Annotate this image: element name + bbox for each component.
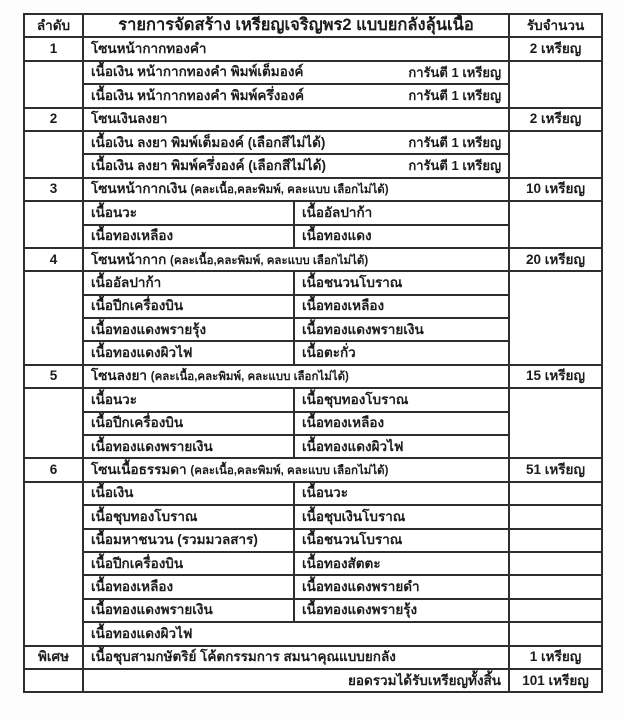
empty-cell <box>509 201 602 248</box>
zone-title: โซนหน้ากากเงิน (คละเนื้อ,คละพิมพ์, คละแบบ เลือกไม่ได้) <box>83 178 509 201</box>
item-cell-right: เนื้อทองแดงผิวไฟ <box>294 435 509 458</box>
production-table <box>23 13 603 693</box>
zone-number: 1 <box>24 37 83 60</box>
empty-cell <box>509 482 602 505</box>
item-label: เนื้อเงิน หน้ากากทองคำ พิมพ์ครึ่งองค์ <box>91 87 305 103</box>
total-amount: 101 เหรียญ <box>509 669 602 692</box>
item-cell-left: เนื้อปีกเครื่องบิน <box>83 552 294 575</box>
zone-row <box>24 458 602 481</box>
zone-number: 5 <box>24 365 83 388</box>
empty-cell <box>509 388 602 458</box>
item-cell-right: เนื้อทองแดงพรายดำ <box>294 575 509 598</box>
zone-title: โซนเนื้อธรรมดา (คละเนื้อ,คละพิมพ์, คละแบบ เลือกไม่ได้) <box>83 458 509 481</box>
item-row <box>24 131 602 154</box>
empty-cell <box>509 575 602 598</box>
item-row <box>24 529 602 552</box>
item-cell-left: เนื้อทองแดงพรายรุ้ง <box>83 318 294 341</box>
special-number: พิเศษ <box>24 646 83 669</box>
item-cell-right: เนื้อทองแดงพรายรุ้ง <box>294 599 509 622</box>
special-amount: 1 เหรียญ <box>509 646 602 669</box>
guarantee-label: การันตี 1 เหรียญ <box>408 88 502 104</box>
item-cell <box>83 131 509 154</box>
item-cell-right: เนื้ออัลปาก้า <box>294 201 509 224</box>
zone-amount: 15 เหรียญ <box>509 365 602 388</box>
zone-amount: 10 เหรียญ <box>509 178 602 201</box>
item-cell-right: เนื้อทองเหลือง <box>294 412 509 435</box>
item-row <box>24 388 602 411</box>
item-cell-left: เนื้อนวะ <box>83 201 294 224</box>
item-cell-left: เนื้อนวะ <box>83 388 294 411</box>
total-row <box>24 669 602 692</box>
zone-number: 4 <box>24 248 83 271</box>
item-label: เนื้อเงิน หน้ากากทองคำ พิมพ์เต็มองค์ <box>91 64 304 80</box>
item-cell-left: เนื้อทองแดงพรายเงิน <box>83 435 294 458</box>
zone-number: 3 <box>24 178 83 201</box>
item-cell-right: เนื้อนวะ <box>294 482 509 505</box>
item-row <box>24 271 602 294</box>
guarantee-label: การันตี 1 เหรียญ <box>408 158 502 174</box>
zone-note: (คละเนื้อ,คละพิมพ์, คละแบบ เลือกไม่ได้) <box>190 465 389 478</box>
zone-note: (คละเนื้อ,คละพิมพ์, คละแบบ เลือกไม่ได้) <box>190 184 389 197</box>
zone-amount: 2 เหรียญ <box>509 37 602 60</box>
item-label: เนื้อเงิน ลงยา พิมพ์ครึ่งองค์ (เลือกสีไม่ได้) <box>91 157 326 173</box>
item-row <box>24 599 602 622</box>
zone-number: 2 <box>24 108 83 131</box>
empty-cell <box>24 482 83 646</box>
item-row <box>24 622 602 645</box>
empty-cell <box>509 552 602 575</box>
empty-cell <box>509 131 602 178</box>
zone-row <box>24 365 602 388</box>
zone-row <box>24 178 602 201</box>
item-cell-right: เนื้อทองแดง <box>294 225 509 248</box>
item-row <box>24 552 602 575</box>
empty-cell <box>24 271 83 365</box>
zone-amount: 2 เหรียญ <box>509 108 602 131</box>
zone-note: (คละเนื้อ,คละพิมพ์, คละแบบ เลือกไม่ได้) <box>170 254 369 267</box>
item-cell-left: เนื้อชุบทองโบราณ <box>83 505 294 528</box>
zone-title: โซนหน้ากากทองคำ <box>83 37 509 60</box>
item-cell-left: เนื้อทองแดงพรายเงิน <box>83 599 294 622</box>
zone-amount: 20 เหรียญ <box>509 248 602 271</box>
item-cell-left: เนื้อทองแดงผิวไฟ <box>83 341 294 364</box>
empty-cell <box>509 61 602 108</box>
zone-row <box>24 37 602 60</box>
empty-cell <box>509 622 602 645</box>
item-cell-left: เนื้อเงิน <box>83 482 294 505</box>
item-cell-left: เนื้ออัลปาก้า <box>83 271 294 294</box>
item-cell <box>83 84 509 107</box>
item-cell-left: เนื้อทองเหลือง <box>83 225 294 248</box>
item-row <box>24 575 602 598</box>
zone-row <box>24 248 602 271</box>
zone-title: โซนหน้ากาก (คละเนื้อ,คละพิมพ์, คละแบบ เลือกไม่ได้) <box>83 248 509 271</box>
item-cell <box>83 61 509 84</box>
item-label: เนื้อเงิน ลงยา พิมพ์เต็มองค์ (เลือกสีไม่ได้) <box>91 134 326 150</box>
empty-cell <box>509 271 602 365</box>
empty-cell <box>24 131 83 178</box>
zone-row <box>24 108 602 131</box>
empty-cell <box>24 61 83 108</box>
item-cell-left: เนื้อปีกเครื่องบิน <box>83 412 294 435</box>
zone-title: โซนเงินลงยา <box>83 108 509 131</box>
item-cell-right: เนื้อชนวนโบราณ <box>294 271 509 294</box>
zone-amount: 51 เหรียญ <box>509 458 602 481</box>
empty-cell <box>509 599 602 622</box>
total-label: ยอดรวมได้รับเหรียญทั้งสิ้น <box>83 669 509 692</box>
zone-note: (คละเนื้อ,คละพิมพ์, คละแบบ เลือกไม่ได้) <box>150 371 349 384</box>
item-cell-left: เนื้อปีกเครื่องบิน <box>83 295 294 318</box>
empty-cell <box>509 529 602 552</box>
item-cell <box>83 154 509 177</box>
item-row <box>24 201 602 224</box>
item-cell-left: เนื้อมหาชนวน (รวมมวลสาร) <box>83 529 294 552</box>
item-cell-right: เนื้อชุบทองโบราณ <box>294 388 509 411</box>
col-header-order: ลำดับ <box>24 14 83 37</box>
item-cell-left: เนื้อทองเหลือง <box>83 575 294 598</box>
item-cell-right: เนื้อตะกั่ว <box>294 341 509 364</box>
zone-number: 6 <box>24 458 83 481</box>
guarantee-label: การันตี 1 เหรียญ <box>408 134 502 150</box>
empty-cell <box>24 201 83 248</box>
item-cell-right: เนื้อชุบเงินโบราณ <box>294 505 509 528</box>
special-description: เนื้อชุบสามกษัตริย์ โค้ตกรรมการ สมนาคุณแบบยกลัง <box>83 646 509 669</box>
col-header-description: รายการจัดสร้าง เหรียญเจริญพร2 แบบยกลังลุ้นเนื้อ <box>83 14 509 37</box>
empty-cell <box>24 388 83 458</box>
empty-cell <box>509 505 602 528</box>
item-cell-right: เนื้อชนวนโบราณ <box>294 529 509 552</box>
table-header-row <box>24 14 602 37</box>
item-row <box>24 482 602 505</box>
item-cell-right: เนื้อทองแดงพรายเงิน <box>294 318 509 341</box>
item-cell-right: เนื้อทองเหลือง <box>294 295 509 318</box>
special-row <box>24 646 602 669</box>
item-row <box>24 505 602 528</box>
item-row <box>24 61 602 84</box>
col-header-amount: รับจำนวน <box>509 14 602 37</box>
item-cell-right: เนื้อทองสัตตะ <box>294 552 509 575</box>
empty-cell <box>24 669 83 692</box>
guarantee-label: การันตี 1 เหรียญ <box>408 64 502 80</box>
zone-title: โซนลงยา (คละเนื้อ,คละพิมพ์, คละแบบ เลือกไม่ได้) <box>83 365 509 388</box>
item-cell-full: เนื้อทองแดงผิวไฟ <box>83 622 509 645</box>
